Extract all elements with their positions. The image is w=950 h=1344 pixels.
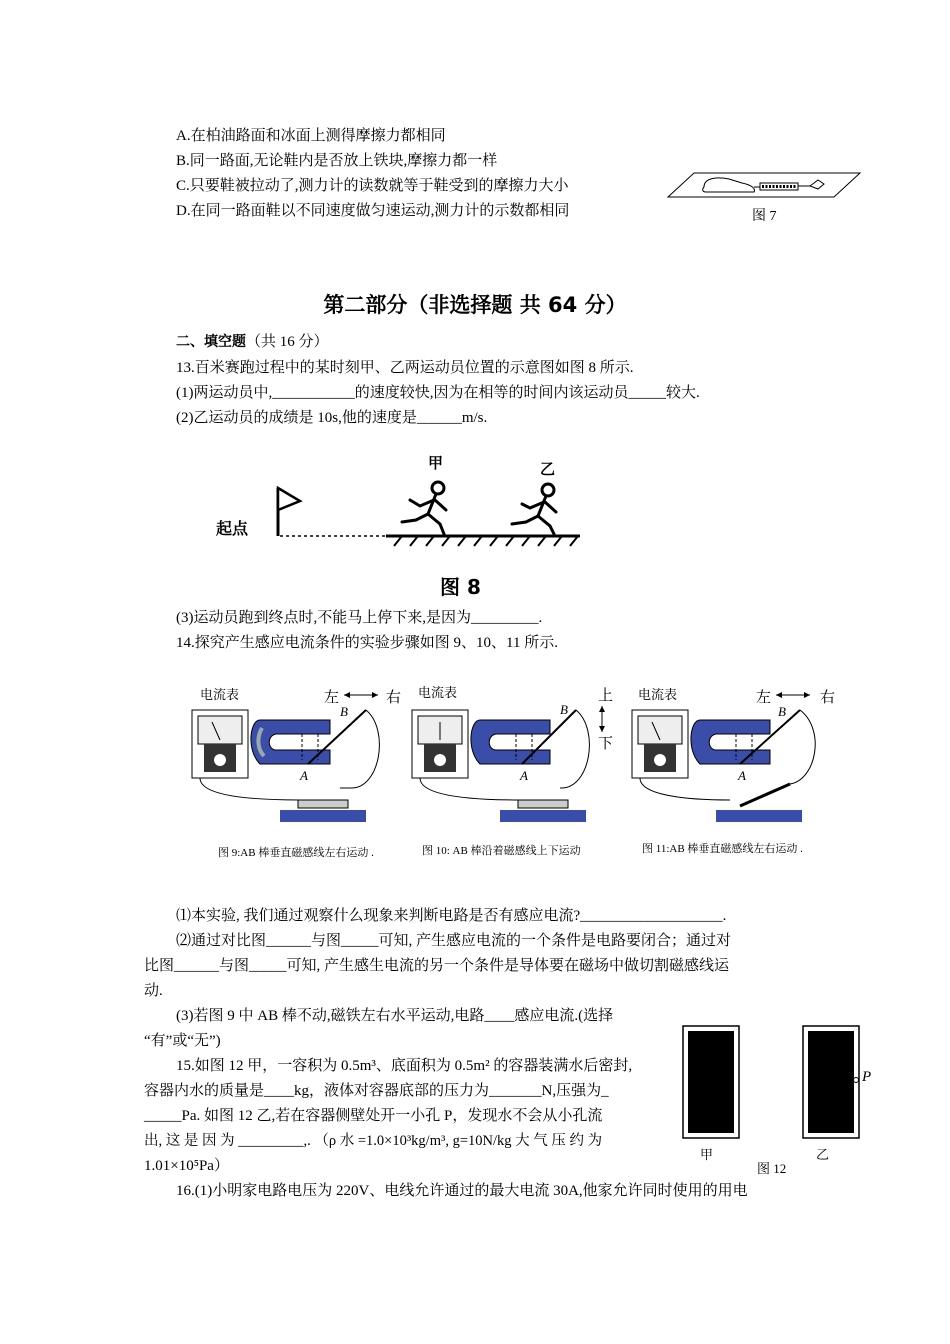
fig11-apparatus [630, 680, 840, 830]
figure-12-caption: 图 12 [757, 1161, 787, 1176]
option-b: B.同一路面,无论鞋内是否放上铁块,摩擦力都一样 [176, 153, 498, 169]
fig10-point-b: B [560, 702, 568, 717]
runner-b-figure [512, 484, 556, 534]
part-title: 第二部分（非选择题 共 64 分） [323, 293, 627, 317]
q16-line1: 16.(1)小明家电路电压为 220V、电线允许通过的最大电流 30A,他家允许同时使用的用电 [176, 1183, 748, 1199]
q14-part2-line2: 比图______与图_____可知, 产生感生电流的另一个条件是导体要在磁场中做切割磁感线运 [144, 958, 730, 974]
fig10-down-label: 下 [598, 736, 614, 752]
q14-part1: ⑴本实验, 我们通过观察什么现象来判断电路是否有感应电流?___________________. [176, 908, 727, 924]
q15-line5: 1.01×10⁵Pa） [144, 1158, 229, 1174]
section-heading [176, 332, 329, 352]
fig9-apparatus [190, 680, 390, 830]
fig10-point-a: A [520, 768, 528, 783]
section-points: （共 16 分） [246, 334, 329, 350]
fig10-ammeter-label: 电流表 [418, 685, 458, 700]
fig9-point-a: A [300, 768, 308, 783]
q14-part2-line1: ⑵通过对比图______与图_____可知, 产生感应电流的一个条件是电路要闭合；通过对 [176, 933, 732, 949]
q14-part3-line2: “有”或“无”) [144, 1033, 221, 1049]
section-heading-label: 二、填空题 [176, 334, 246, 350]
q14-part2-line3: 动. [144, 983, 163, 999]
runner-a-figure [402, 482, 446, 534]
fig9-ammeter-label: 电流表 [200, 687, 240, 702]
q15-line4: 出, 这 是 因 为 _________,. （ρ 水 =1.0×10³kg/m³, g=10N/kg 大 气 压 约 为 [144, 1133, 603, 1149]
fig10-up-label: 上 [598, 688, 614, 704]
fig11-ammeter-label: 电流表 [638, 687, 678, 702]
q13-part1: (1)两运动员中,___________的速度较快,因为在相等的时间内该运动员_____较大. [176, 385, 700, 401]
fig9-point-b: B [340, 704, 348, 719]
fig10-apparatus [410, 680, 610, 830]
option-c: C.只要鞋被拉动了,测力计的读数就等于鞋受到的摩擦力大小 [176, 178, 569, 194]
runner-b-label: 乙 [540, 460, 556, 478]
figures-9-11 [190, 680, 850, 860]
fig12-label-a: 甲 [700, 1147, 714, 1162]
runner-a-label: 甲 [428, 454, 444, 472]
option-d: D.在同一路面鞋以不同速度做匀速运动,测力计的示数都相同 [176, 203, 570, 219]
q15-line1: 15.如图 12 甲，一容积为 0.5m³、底面积为 0.5m² 的容器装满水后密封, [176, 1058, 633, 1074]
figure-7-caption: 图 7 [752, 209, 777, 224]
fig11-point-a: A [738, 768, 746, 783]
figure-12-containers [680, 1024, 860, 1140]
fig11-point-b: B [778, 704, 786, 719]
q13-part3: (3)运动员跑到终点时,不能马上停下来,是因为_________. [176, 610, 543, 626]
fig9-right-label: 右 [386, 690, 402, 706]
q15-line2: 容器内水的质量是____kg，液体对容器底部的压力为_______N,压强为_ [144, 1083, 609, 1099]
q13-part2: (2)乙运动员的成绩是 10s,他的速度是______m/s. [176, 410, 488, 426]
q15-line3: _____Pa. 如图 12 乙,若在容器侧壁处开一小孔 P，发现水不会从小孔流 [144, 1108, 603, 1124]
fig12-label-b: 乙 [816, 1147, 830, 1162]
fig9-caption: 图 9:AB 棒垂直磁感线左右运动 . [218, 847, 374, 859]
fig11-right-label: 右 [820, 690, 836, 706]
q13-stem: 13.百米赛跑过程中的某时刻甲、乙两运动员位置的示意图如图 8 所示. [176, 360, 634, 376]
fig11-caption: 图 11:AB 棒垂直磁感线左右运动 . [642, 843, 803, 855]
q14-part3-line1: (3)若图 9 中 AB 棒不动,磁铁左右水平运动,电路____感应电流.(选择 [176, 1008, 614, 1024]
option-a: A.在柏油路面和冰面上测得摩擦力都相同 [176, 128, 446, 144]
fig9-left-label: 左 [324, 690, 340, 706]
figure-7-shoe-friction [664, 167, 864, 207]
start-label: 起点 [216, 519, 249, 538]
fig10-caption: 图 10: AB 棒沿着磁感线上下运动 [422, 845, 581, 857]
figure-8-caption: 图 8 [440, 575, 481, 599]
fig12-point-p: P [862, 1069, 872, 1085]
fig11-left-label: 左 [756, 690, 772, 706]
figure-8-race [210, 448, 590, 558]
q14-stem: 14.探究产生感应电流条件的实验步骤如图 9、10、11 所示. [176, 635, 558, 651]
